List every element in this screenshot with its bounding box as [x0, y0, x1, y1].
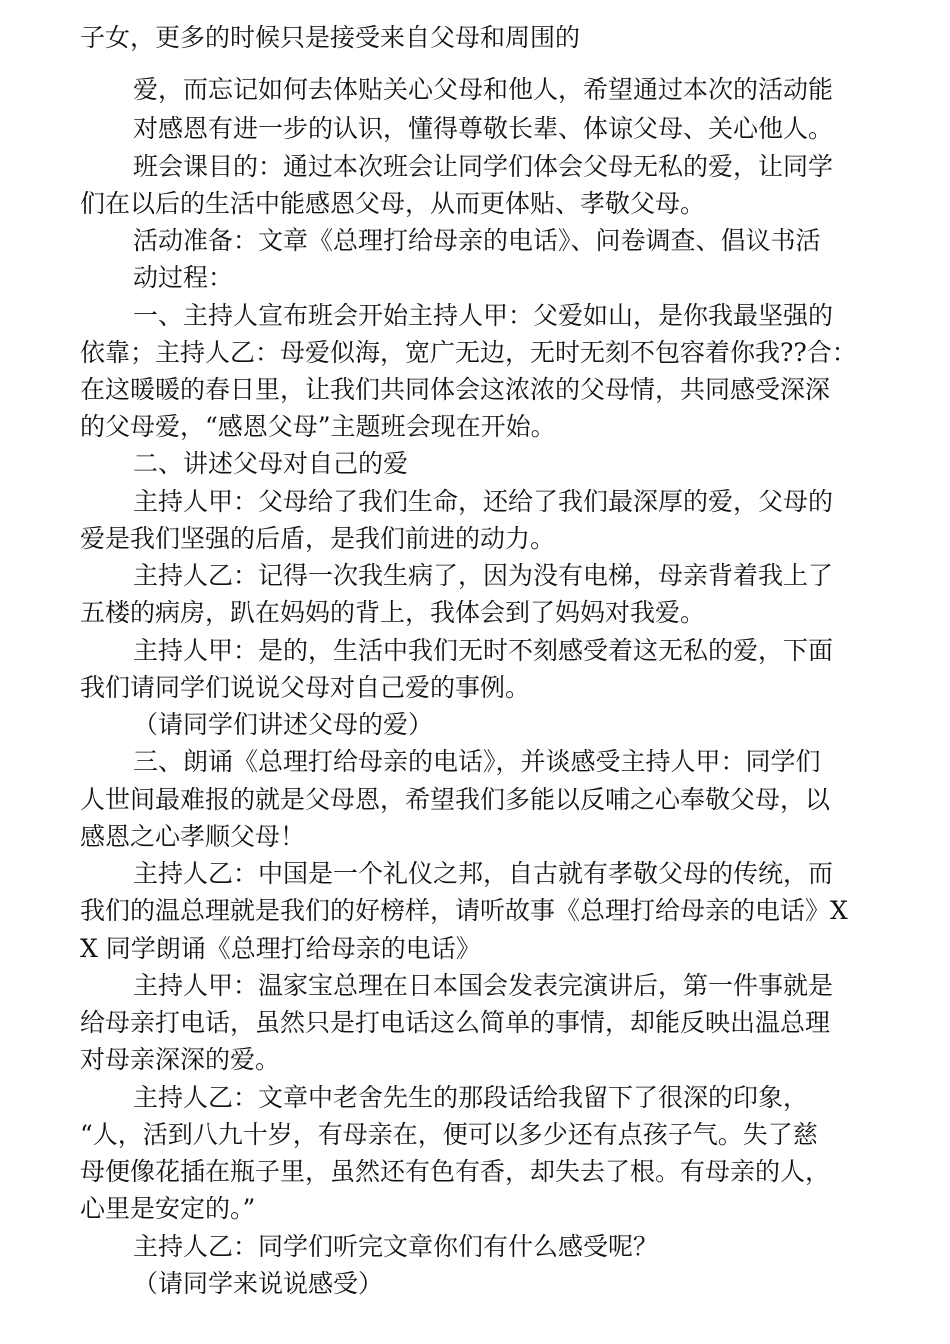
text-line: 在这暖暖的春日里，让我们共同体会这浓浓的父母情，共同感受深深 — [80, 375, 831, 404]
text-line: 的父母爱，“感恩父母”主题班会现在开始。 — [80, 412, 556, 441]
text-line: 对感恩有进一步的认识，懂得尊敬长辈、体谅父母、关心他人。 — [133, 114, 834, 143]
text-line: 爱是我们坚强的后盾，是我们前进的动力。 — [80, 524, 556, 553]
text-line: 主持人甲：是的，生活中我们无时不刻感受着这无私的爱，下面 — [133, 636, 834, 665]
text-line: 主持人乙：文章中老舍先生的那段话给我留下了很深的印象， — [133, 1083, 809, 1112]
text-line: 母便像花插在瓶子里，虽然还有色有香，却失去了根。有母亲的人， — [80, 1157, 831, 1186]
text-line: 活动准备：文章《总理打给母亲的电话》、问卷调查、倡议书活 — [133, 226, 821, 255]
text-line: “人，活到八九十岁，有母亲在，便可以多少还有点孩子气。失了慈 — [80, 1120, 818, 1149]
text-line: 我们请同学们说说父母对自己爱的事例。 — [80, 673, 531, 702]
text-line: （请同学来说说感受） — [133, 1269, 384, 1298]
text-line: 心里是安定的。” — [80, 1194, 256, 1223]
text-line: 主持人甲：温家宝总理在日本国会发表完演讲后，第一件事就是 — [133, 971, 834, 1000]
text-line: 主持人乙：同学们听完文章你们有什么感受呢？ — [133, 1232, 659, 1261]
text-line: 爱，而忘记如何去体贴关心父母和他人，希望通过本次的活动能 — [133, 75, 834, 104]
text-line: 主持人乙：记得一次我生病了，因为没有电梯，母亲背着我上了 — [133, 561, 834, 590]
text-line: X 同学朗诵《总理打给母亲的电话》 — [80, 934, 481, 963]
text-line: 主持人乙：中国是一个礼仪之邦，自古就有孝敬父母的传统，而 — [133, 859, 834, 888]
text-line: 感恩之心孝顺父母！ — [80, 822, 306, 851]
text-line: 给母亲打电话，虽然只是打电话这么简单的事情，却能反映出温总理 — [80, 1008, 831, 1037]
section-heading: 二、讲述父母对自己的爱 — [133, 449, 409, 478]
text-line: 班会课目的：通过本次班会让同学们体会父母无私的爱，让同学 — [133, 152, 834, 181]
text-line: （请同学们讲述父母的爱） — [133, 710, 434, 739]
text-line: 子女，更多的时候只是接受来自父母和周围的 — [80, 23, 581, 52]
text-line: 动过程： — [133, 263, 234, 292]
text-line: 我们的温总理就是我们的好榜样，请听故事《总理打给母亲的电话》X — [80, 896, 848, 925]
text-line: 五楼的病房，趴在妈妈的背上，我体会到了妈妈对我爱。 — [80, 598, 706, 627]
section-heading: 三、朗诵《总理打给母亲的电话》，并谈感受主持人甲：同学们 — [133, 747, 821, 776]
text-line: 依靠；主持人乙：母爱似海，宽广无边，无时无刻不包容着你我??合： — [80, 338, 857, 367]
text-line: 一、主持人宣布班会开始主持人甲：父爱如山，是你我最坚强的 — [133, 301, 834, 330]
text-line: 主持人甲：父母给了我们生命，还给了我们最深厚的爱，父母的 — [133, 487, 834, 516]
text-line: 对母亲深深的爱。 — [80, 1045, 281, 1074]
text-line: 人世间最难报的就是父母恩，希望我们多能以反哺之心奉敬父母，以 — [80, 785, 831, 814]
text-line: 们在以后的生活中能感恩父母，从而更体贴、孝敬父母。 — [80, 189, 706, 218]
